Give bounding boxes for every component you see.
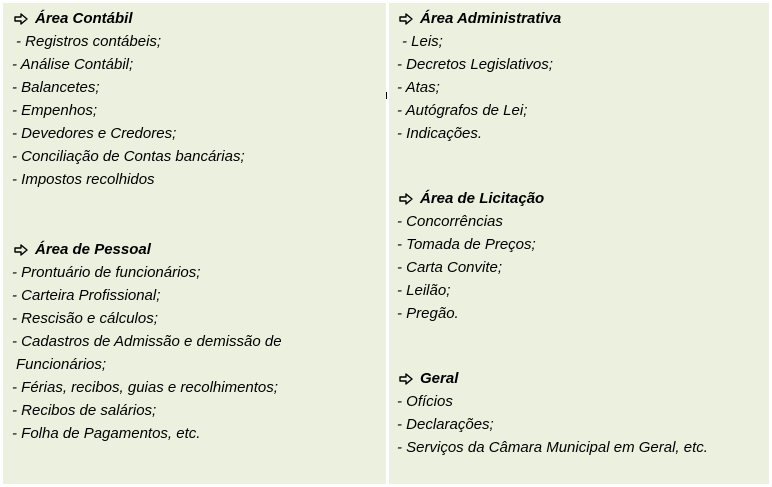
list-item: - Concorrências — [397, 213, 503, 230]
right-column — [389, 3, 769, 484]
section-contabil — [3, 7, 386, 191]
section-heading — [3, 238, 386, 261]
list-item: - Tomada de Preços; — [397, 236, 536, 253]
list-item: - Leilão; — [397, 282, 451, 299]
right-arrow-icon — [399, 13, 413, 25]
list-item: - Devedores e Credores; — [12, 125, 177, 142]
archive-table — [3, 3, 769, 484]
list-item: - Declarações; — [397, 416, 494, 433]
list-item: - Folha de Pagamentos, etc. — [12, 425, 201, 442]
section-pessoal — [3, 238, 386, 445]
list-item: - Férias, recibos, guias e recolhimentos; — [12, 379, 278, 396]
list-item: - Impostos recolhidos — [12, 171, 155, 188]
heading-text: Área Contábil — [35, 10, 133, 27]
list-item: - Leis; — [402, 33, 443, 50]
list-item: - Autógrafos de Lei; — [397, 102, 528, 119]
list-item: - Carteira Profissional; — [12, 287, 161, 304]
right-arrow-icon — [14, 13, 28, 25]
list-item: - Empenhos; — [12, 102, 98, 119]
section-heading — [389, 7, 769, 30]
section-geral — [389, 367, 769, 459]
list-item: - Decretos Legislativos; — [397, 56, 553, 73]
list-item: - Ofícios — [397, 393, 453, 410]
list-item: - Pregão. — [397, 305, 459, 322]
list-item: - Prontuário de funcionários; — [12, 264, 201, 281]
section-heading — [389, 187, 769, 210]
list-item: - Conciliação de Contas bancárias; — [12, 148, 245, 165]
list-item: - Carta Convite; — [397, 259, 503, 276]
list-item: - Atas; — [397, 79, 440, 96]
section-heading — [3, 7, 386, 30]
list-item: Funcionários; — [16, 356, 107, 373]
list-item: - Recibos de salários; — [12, 402, 157, 419]
right-arrow-icon — [399, 373, 413, 385]
heading-text: Geral — [420, 370, 459, 387]
section-heading — [389, 367, 769, 390]
divider-mark — [386, 92, 387, 99]
right-arrow-icon — [399, 193, 413, 205]
left-column — [3, 3, 386, 484]
list-item: - Serviços da Câmara Municipal em Geral, etc. — [397, 439, 708, 456]
section-licitacao — [389, 187, 769, 325]
section-administrativa — [389, 7, 769, 145]
heading-text: Área de Licitação — [420, 190, 545, 207]
right-arrow-icon — [14, 244, 28, 256]
list-item: - Indicações. — [397, 125, 483, 142]
heading-text: Área de Pessoal — [35, 241, 151, 258]
list-item: - Análise Contábil; — [12, 56, 134, 73]
list-item: - Rescisão e cálculos; — [12, 310, 158, 327]
list-item: - Balancetes; — [12, 79, 100, 96]
list-item: - Registros contábeis; — [16, 33, 162, 50]
list-item: - Cadastros de Admissão e demissão de — [12, 333, 282, 350]
heading-text: Área Administrativa — [420, 10, 562, 27]
